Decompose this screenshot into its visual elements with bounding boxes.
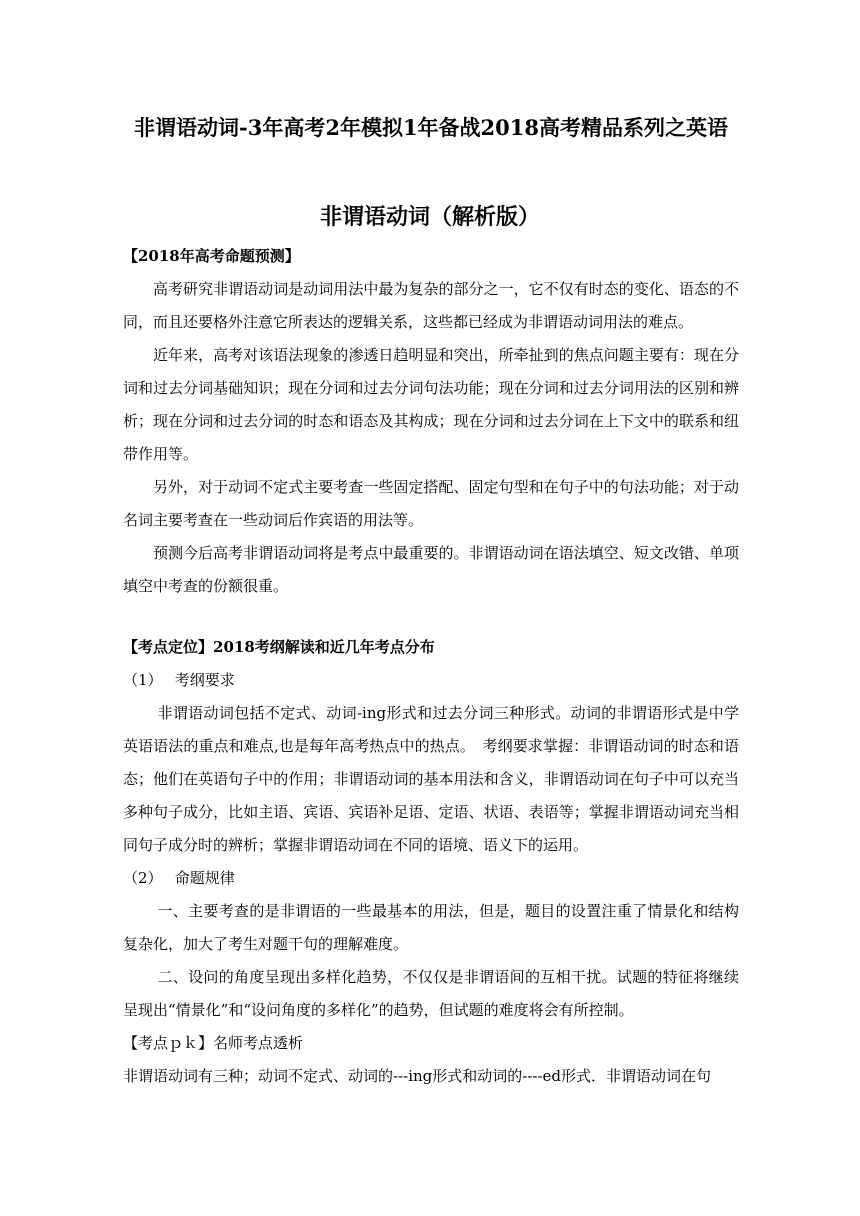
- section-heading-analysis: 【考点ｐｋ】名师考点透析: [123, 1034, 304, 1052]
- paragraph: 非谓语动词有三种；动词不定式、动词的---ing形式和动词的----ed形式．非谓语动词在句: [123, 1067, 712, 1085]
- section-heading-prediction: 【2018年高考命题预测】: [123, 247, 300, 265]
- paragraph: 近年来，高考对该语法现象的渗透日趋明显和突出，所牵扯到的焦点问题主要有：现在分词和过去分词基础知识；现在分词和过去分词句法功能；现在分词和过去分词用法的区别和辨析；现在分词和过去分词的时态和语态及其构成；现在分词和过去分词在上下文中的联系和纽带作用等。: [123, 346, 739, 463]
- paragraph: 预测今后高考非谓语动词将是考点中最重要的。非谓语动词在语法填空、短文改错、单项填空中考查的份额很重。: [123, 544, 739, 595]
- paragraph: 一、主要考查的是非谓语的一些最基本的用法，但是，题目的设置注重了情景化和结构复杂化，加大了考生对题干句的理解难度。: [123, 902, 739, 953]
- list-item-label: （1） 考纲要求: [123, 671, 235, 689]
- paragraph: 另外，对于动词不定式主要考查一些固定搭配、固定句型和在句子中的句法功能；对于动名词主要考查在一些动词后作宾语的用法等。: [123, 478, 739, 529]
- list-item-label: （2） 命题规律: [123, 869, 235, 887]
- section-gap: [123, 603, 739, 631]
- document-subtitle: 非谓语动词（解析版）: [319, 204, 540, 230]
- document-title: 非谓语动词-3年高考2年模拟1年备战2018高考精品系列之英语: [134, 115, 728, 140]
- section-heading-exam-points: [123, 631, 739, 664]
- paragraph: 二、设问的角度呈现出多样化趋势，不仅仅是非谓语间的互相干扰。试题的特征将继续呈现出“情景化”和“设问角度的多样化”的趋势，但试题的难度将会有所控制。: [123, 968, 739, 1019]
- section-heading-label: 【考点定位】: [123, 638, 214, 656]
- document-body: [123, 240, 739, 1093]
- section-heading-text: 2018考纲解读和近几年考点分布: [213, 638, 435, 656]
- paragraph: 高考研究非谓语动词是动词用法中最为复杂的部分之一，它不仅有时态的变化、语态的不同，而且还要格外注意它所表达的逻辑关系，这些都已经成为非谓语动词用法的难点。: [123, 280, 739, 331]
- paragraph: 非谓语动词包括不定式、动词-ing形式和过去分词三种形式。动词的非谓语形式是中学英语语法的重点和难点,也是每年高考热点中的热点。 考纲要求掌握：非谓语动词的时态和语态；他们在英语句子中的作用；非谓语动词的基本用法和含义，非谓语动词在句子中可以充当多种句子成分，比如主语、宾语、宾语补足语、定语、状语、表语等；掌握非谓语动词充当相同句子成分时的辨析；掌握非谓语动词在不同的语境、语义下的运用。: [123, 704, 739, 854]
